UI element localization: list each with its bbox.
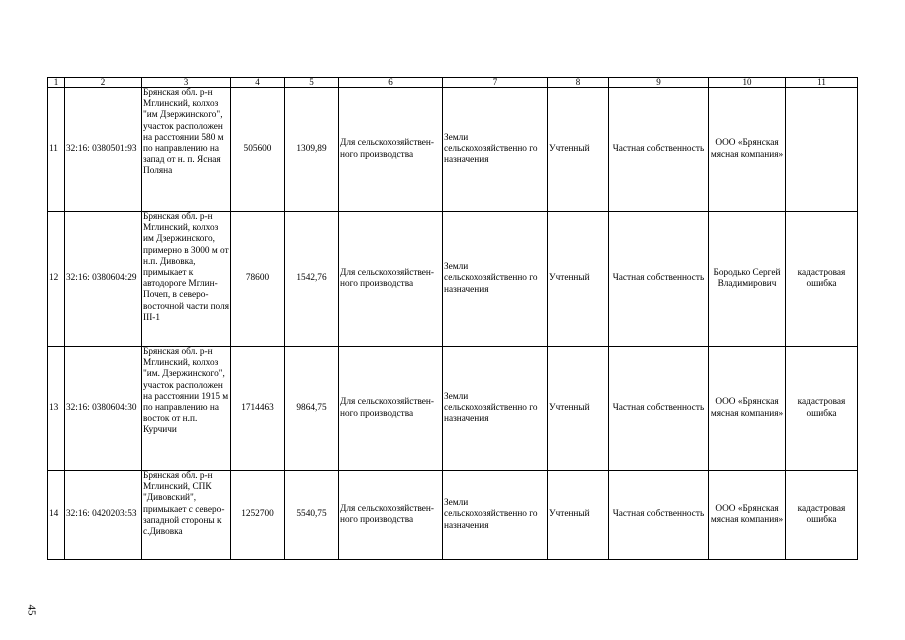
- row-number: 13: [48, 347, 65, 471]
- parcel-area: 505600: [231, 88, 285, 212]
- note: [786, 88, 858, 212]
- parcel-status: Учтенный: [548, 88, 609, 212]
- cadastral-value: 1309,89: [285, 88, 339, 212]
- note: кадастровая ошибка: [786, 212, 858, 347]
- ownership-type: Частная собственность: [609, 347, 709, 471]
- owner-name: Бородько Сергей Владимирович: [709, 212, 786, 347]
- column-header: 6: [339, 78, 443, 88]
- parcel-status: Учтенный: [548, 347, 609, 471]
- cadastral-number: 32:16: 0380501:93: [65, 88, 142, 212]
- permitted-use: Для сельскохозяйствен-ного производства: [339, 88, 443, 212]
- permitted-use: Для сельскохозяйствен-ного производства: [339, 347, 443, 471]
- column-header: 2: [65, 78, 142, 88]
- column-number-row: [48, 78, 858, 88]
- land-category: Земли сельскохозяйственно го назначения: [443, 88, 548, 212]
- column-header: 4: [231, 78, 285, 88]
- column-header: 1: [48, 78, 65, 88]
- cadastral-value: 9864,75: [285, 347, 339, 471]
- table-row: [48, 88, 858, 212]
- parcel-address: Брянская обл. р-н Мглинский, колхоз им Дзержинского, примерно в 3000 м от н.п. Дивовка, примыкает к автодороге Мглин-Почеп, в северо-восточной части поля III-1: [142, 212, 231, 347]
- column-header: 7: [443, 78, 548, 88]
- column-header: 9: [609, 78, 709, 88]
- cadastral-number: 32:16: 0420203:53: [65, 471, 142, 560]
- note: кадастровая ошибка: [786, 347, 858, 471]
- cadastral-number: 32:16: 0380604:29: [65, 212, 142, 347]
- land-parcels-table: [47, 77, 858, 560]
- row-number: 11: [48, 88, 65, 212]
- parcel-area: 1252700: [231, 471, 285, 560]
- cadastral-number: 32:16: 0380604:30: [65, 347, 142, 471]
- owner-name: ООО «Брянская мясная компания»: [709, 88, 786, 212]
- row-number: 12: [48, 212, 65, 347]
- row-number: 14: [48, 471, 65, 560]
- land-category: Земли сельскохозяйственно го назначения: [443, 347, 548, 471]
- owner-name: ООО «Брянская мясная компания»: [709, 347, 786, 471]
- ownership-type: Частная собственность: [609, 471, 709, 560]
- owner-name: ООО «Брянская мясная компания»: [709, 471, 786, 560]
- parcel-address: Брянская обл. р-н Мглинский, СПК "Дивовский", примыкает с северо-западной стороны к с.Дивовка: [142, 471, 231, 560]
- column-header: 8: [548, 78, 609, 88]
- parcel-area: 1714463: [231, 347, 285, 471]
- land-category: Земли сельскохозяйственно го назначения: [443, 471, 548, 560]
- permitted-use: Для сельскохозяйствен-ного производства: [339, 212, 443, 347]
- column-header: 11: [786, 78, 858, 88]
- column-header: 3: [142, 78, 231, 88]
- table-row: [48, 471, 858, 560]
- land-category: Земли сельскохозяйственно го назначения: [443, 212, 548, 347]
- cadastral-value: 5540,75: [285, 471, 339, 560]
- parcel-status: Учтенный: [548, 471, 609, 560]
- table-row: [48, 212, 858, 347]
- cadastral-value: 1542,76: [285, 212, 339, 347]
- parcel-address: Брянская обл. р-н Мглинский, колхоз "им Дзержинского", участок расположен на расстоянии 580 м по направлению на запад от н. п. Ясная Поляна: [142, 88, 231, 212]
- column-header: 5: [285, 78, 339, 88]
- page-number: 45: [25, 604, 38, 616]
- table-row: [48, 347, 858, 471]
- parcel-area: 78600: [231, 212, 285, 347]
- permitted-use: Для сельскохозяйствен-ного производства: [339, 471, 443, 560]
- parcel-address: Брянская обл. р-н Мглинский, колхоз "им. Дзержинского", участок расположен на расстоянии 1915 м по направлению на восток от н.п. Курчичи: [142, 347, 231, 471]
- parcel-status: Учтенный: [548, 212, 609, 347]
- column-header: 10: [709, 78, 786, 88]
- note: кадастровая ошибка: [786, 471, 858, 560]
- ownership-type: Частная собственность: [609, 88, 709, 212]
- ownership-type: Частная собственность: [609, 212, 709, 347]
